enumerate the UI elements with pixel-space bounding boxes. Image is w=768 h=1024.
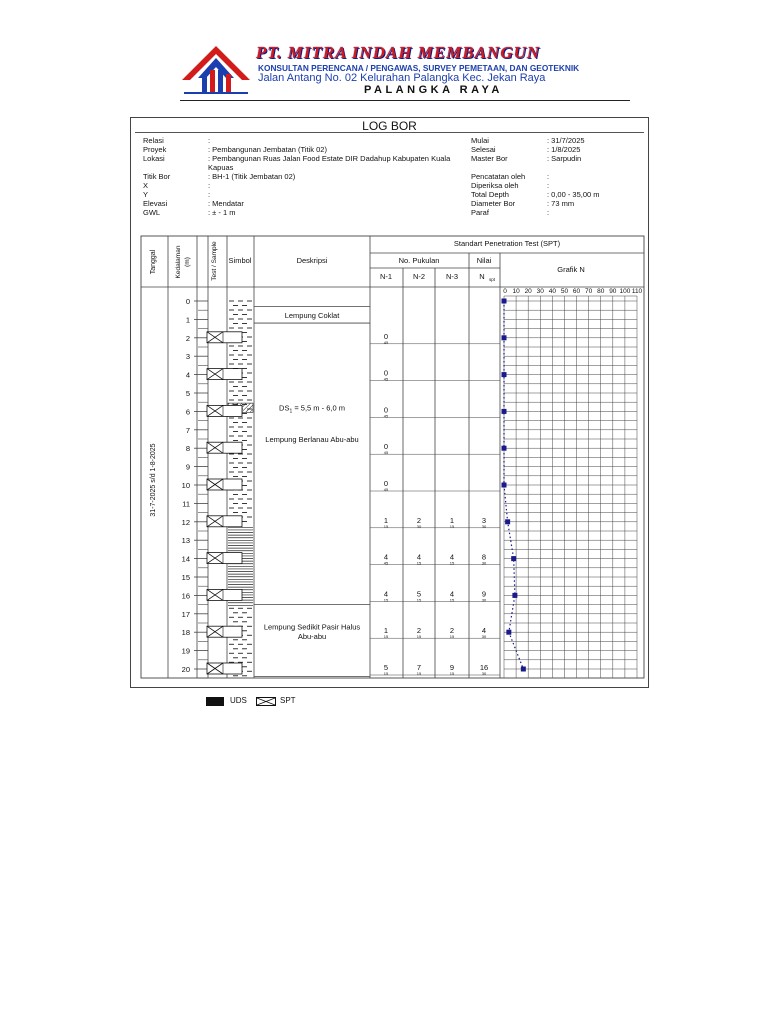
info-left-value: : Pembangunan Jembatan (Titik 02) [208, 145, 327, 154]
spt-penetration: 15 [449, 671, 455, 676]
depth-label: 7 [185, 425, 190, 435]
col-tanggal: Tanggal [150, 249, 157, 275]
info-right-value: : 73 mm [547, 199, 575, 208]
spt-penetration: 45 [383, 487, 389, 492]
spt-penetration: 45 [383, 339, 389, 345]
info-left-value: : [208, 181, 211, 190]
depth-label: 16 [181, 591, 190, 601]
n-value-marker [511, 556, 516, 561]
spt-sample-box [207, 516, 242, 527]
depth-label: 3 [185, 352, 190, 362]
layer-3-desc: Lempung Sedikit Pasir Halus [263, 622, 361, 632]
info-left-value: : BH-1 (Titik Jembatan 02) [208, 172, 296, 181]
spt-value: 1 [449, 515, 455, 525]
spt-value: 4 [481, 626, 487, 636]
spt-sample-box [207, 589, 242, 600]
date-range: 31-7-2025 s/d 1-8-2025 [150, 443, 157, 517]
info-right-label: Paraf [471, 208, 489, 217]
spt-value: 9 [449, 663, 455, 672]
info-right-label: Master Bor [471, 154, 508, 163]
spt-value: 3 [481, 515, 487, 525]
log-title: LOG BOR [362, 119, 417, 133]
graph-tick-label: 0 [503, 288, 507, 295]
spt-penetration: 30 [481, 560, 487, 566]
company-services: KONSULTAN PERENCANA / PENGAWAS, SURVEY PEMETAAN, DAN GEOTEKNIK [258, 63, 580, 73]
n-value-marker [502, 446, 507, 451]
depth-label: 4 [185, 370, 190, 380]
spt-value: 1 [383, 626, 389, 636]
n-value-marker [512, 593, 517, 598]
layer-1-desc: Lempung Coklat [284, 310, 340, 320]
col-test-sample: Test / Sample [211, 241, 218, 281]
col-deskripsi: Deskripsi [296, 256, 328, 265]
n-value-marker [502, 409, 507, 414]
info-left-label: Titik Bor [143, 172, 171, 181]
spt-penetration: 15 [416, 597, 422, 603]
spt-sample-box [207, 479, 242, 490]
spt-penetration: 45 [383, 413, 389, 419]
spt-sample-box [207, 442, 242, 453]
n-value-marker [502, 299, 507, 304]
depth-label: 17 [181, 609, 190, 619]
spt-sample-box [207, 369, 242, 380]
spt-value: 4 [383, 552, 389, 562]
depth-label: 9 [185, 462, 190, 472]
info-left-label: Relasi [143, 136, 164, 145]
spt-sample-box [207, 626, 242, 637]
spt-value: 0 [383, 442, 389, 452]
graph-tick-label: 80 [597, 288, 605, 295]
info-left-value: : Mendatar [208, 199, 244, 208]
depth-label: 10 [181, 481, 190, 490]
depth-label: 2 [185, 333, 190, 343]
col-grafik: Grafik N [557, 265, 585, 274]
n-value-marker [502, 372, 507, 377]
spt-penetration: 45 [383, 560, 389, 566]
info-right-value: : [547, 181, 550, 190]
depth-label: 0 [185, 297, 190, 306]
col-n2: N-2 [412, 272, 426, 281]
spt-value: 8 [481, 552, 487, 562]
spt-value: 4 [416, 552, 422, 562]
spt-value: 0 [383, 405, 389, 415]
spt-penetration: 15 [383, 523, 389, 529]
legend-spt-icon [256, 697, 276, 707]
graph-tick-label: 20 [524, 288, 532, 295]
spt-penetration: 15 [383, 634, 389, 640]
ds-desc: $DS_1 = 5,5$ m - 6,0 m [279, 403, 345, 415]
spt-sample-box [207, 332, 242, 343]
col-nspt-sub: spt [489, 277, 496, 282]
legend-uds-swatch [206, 697, 224, 706]
spt-penetration: 15 [449, 597, 455, 603]
company-name: PT. MITRA INDAH MEMBANGUN [256, 43, 541, 62]
info-left-label: Y [143, 190, 149, 199]
info-left-value: : ± - 1 m [208, 208, 236, 217]
graph-tick-label: 90 [609, 288, 617, 295]
info-left-label: Elevasi [143, 199, 168, 208]
info-left-value: : [208, 136, 211, 145]
spt-value: 0 [383, 479, 389, 488]
company-city: PALANGKA RAYA [364, 84, 503, 96]
graph-tick-label: 110 [631, 288, 643, 295]
spt-penetration: 30 [481, 523, 487, 529]
spt-sample-box [207, 663, 242, 674]
info-left-value: Kapuas [208, 163, 234, 172]
col-simbol: Simbol [228, 256, 252, 265]
info-left-label: Lokasi [143, 154, 165, 163]
spt-penetration: 15 [383, 671, 389, 676]
spt-value: 2 [449, 626, 455, 636]
info-left-value: : Pembangunan Ruas Jalan Food Estate DIR Dadahup Kabupaten Kuala [208, 154, 451, 163]
depth-label: 19 [181, 646, 190, 656]
col-n1: N-1 [379, 272, 393, 281]
info-right-label: Diameter Bor [471, 199, 516, 208]
graph-tick-label: 70 [585, 288, 593, 295]
graph-tick-label: 50 [560, 288, 569, 295]
spt-penetration: 30 [416, 523, 422, 529]
spt-value: 5 [416, 589, 422, 599]
spt-value: 9 [481, 589, 487, 599]
depth-label: 1 [185, 315, 190, 325]
spt-value: 1 [383, 515, 389, 525]
depth-label: 13 [181, 536, 190, 546]
spt-penetration: 15 [416, 560, 422, 566]
layer-2-desc: Lempung Berlanau Abu-abu [265, 435, 359, 444]
spt-penetration: 45 [383, 450, 389, 456]
spt-sample-box [207, 405, 242, 416]
info-right-label: Pencatatan oleh [471, 172, 526, 181]
info-left-value: : [208, 190, 211, 199]
info-right-value: : [547, 172, 550, 181]
graph-tick-label: 100 [619, 288, 631, 295]
info-right-value: : 1/8/2025 [547, 145, 581, 154]
col-pukulan: No. Pukulan [398, 256, 440, 265]
spt-penetration: 30 [481, 597, 487, 603]
spt-value: 7 [416, 663, 422, 672]
log-table-border [141, 236, 644, 678]
depth-label: 6 [185, 407, 190, 417]
spt-value: 4 [383, 589, 389, 599]
col-n3: N-3 [445, 272, 459, 281]
info-right-value: : 0,00 - 35,00 m [547, 190, 600, 199]
depth-label: 11 [182, 499, 190, 509]
spt-value: 5 [383, 663, 389, 672]
spt-penetration: 15 [449, 523, 455, 529]
n-value-marker [502, 335, 507, 340]
legend-spt-label: SPT [280, 696, 296, 705]
col-kedalaman-unit: (m) [184, 257, 191, 267]
info-right-label: Mulai [471, 136, 489, 145]
depth-label: 15 [181, 573, 190, 582]
graph-tick-label: 30 [536, 288, 544, 295]
n-value-marker [505, 519, 510, 524]
info-left-label: GWL [143, 208, 161, 217]
spt-penetration: 15 [383, 597, 389, 603]
spt-penetration: 15 [449, 560, 455, 566]
spt-penetration: 15 [416, 634, 422, 640]
depth-label: 20 [181, 665, 190, 674]
info-right-value: : [547, 208, 550, 217]
spt-value: 4 [449, 552, 455, 562]
spt-sample-box [207, 553, 242, 564]
info-right-value: : Sarpudin [547, 154, 582, 163]
spt-penetration: 15 [449, 634, 455, 640]
depth-label: 18 [181, 628, 190, 638]
col-kedalaman: Kedalaman [175, 245, 182, 279]
graph-tick-label: 40 [548, 288, 556, 295]
graph-tick-label: 10 [512, 288, 520, 295]
col-nilai: Nilai [476, 256, 492, 265]
spt-value: 2 [416, 515, 422, 525]
depth-label: 8 [185, 444, 190, 454]
info-right-label: Selesai [471, 145, 496, 154]
depth-label: 14 [181, 554, 190, 564]
spt-value: 4 [449, 589, 455, 599]
depth-label: 12 [181, 517, 190, 527]
spt-value: 0 [383, 331, 389, 341]
info-right-label: Total Depth [471, 190, 509, 199]
depth-label: 5 [185, 389, 190, 398]
info-right-value: : 31/7/2025 [547, 136, 585, 145]
n-value-marker [506, 630, 511, 635]
col-spt: Standart Penetration Test (SPT) [453, 239, 561, 248]
spt-penetration: 30 [481, 671, 487, 676]
n-value-marker [521, 667, 526, 672]
spt-penetration: 15 [416, 671, 422, 676]
spt-value: 16 [479, 663, 489, 672]
graph-tick-label: 60 [572, 288, 581, 295]
legend-uds-label: UDS [230, 696, 247, 705]
layer-3-desc-2: Abu-abu [297, 631, 327, 641]
spt-penetration: 30 [481, 634, 487, 640]
company-address: Jalan Antang No. 02 Kelurahan Palangka Kec. Jekan Raya [258, 72, 546, 84]
spt-penetration: 45 [383, 376, 389, 382]
spt-value: 2 [416, 626, 422, 636]
col-nspt: N [479, 272, 485, 281]
info-right-label: Diperiksa oleh [471, 181, 519, 190]
info-left-label: X [143, 181, 149, 190]
spt-value: 0 [383, 368, 389, 378]
n-value-marker [502, 483, 507, 488]
info-left-label: Proyek [143, 145, 167, 154]
